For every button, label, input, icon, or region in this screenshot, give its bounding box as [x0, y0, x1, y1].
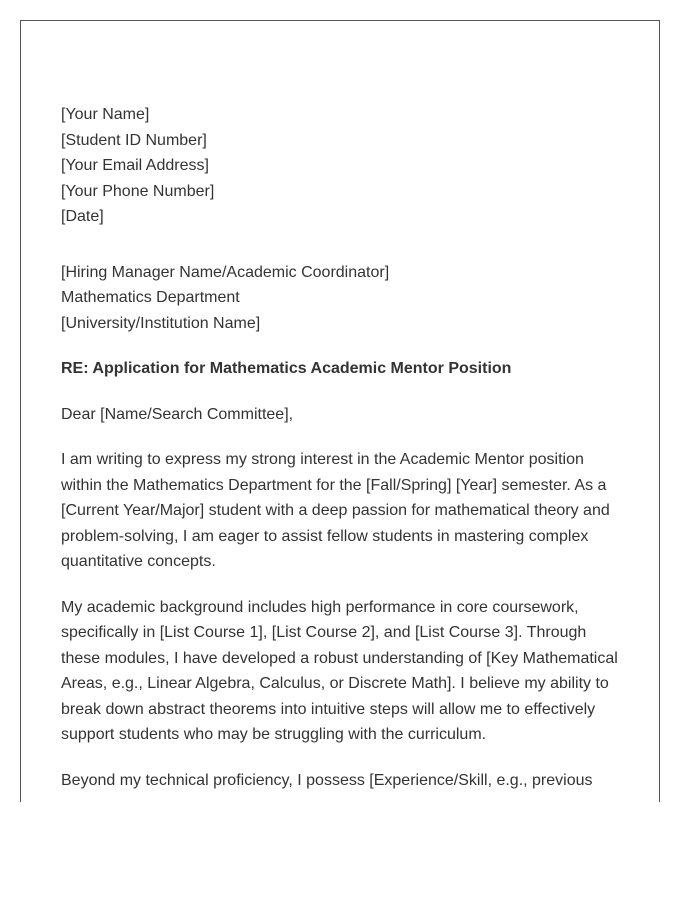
salutation: Dear [Name/Search Committee],: [61, 405, 294, 423]
letter-content: [61, 102, 626, 802]
recipient-name: [Hiring Manager Name/Academic Coordinator]: [61, 263, 390, 281]
body-paragraph-1: I am writing to express my strong interest in the Academic Mentor position within the Mathematics Department for the [Fall/Spring] [Year] semester. As a [Current Year/Major] student with a deep passion for mathematical theory and problem-solving, I am eager to assist fellow students in mastering complex quantitative concepts.: [61, 451, 610, 570]
letter-date: [Date]: [61, 208, 104, 225]
sender-email: [Your Email Address]: [61, 157, 209, 174]
letter-page: [20, 20, 660, 802]
sender-name: [Your Name]: [61, 106, 150, 123]
sender-block: [61, 102, 626, 230]
sender-student-id: [Student ID Number]: [61, 131, 207, 149]
body-paragraph-3: Beyond my technical proficiency, I possess [Experience/Skill, e.g., previous: [61, 771, 593, 789]
body-paragraph-2: My academic background includes high performance in core coursework, specifically in [List Course 1], [List Course 2], and [List Course 3]. Through these modules, I have developed a robust understanding of [Key Mathematical Areas, e.g., Linear Algebra, Calculus, or Discrete Math]. I believe my ability to break down abstract theorems into intuitive steps will allow me to effectively support students who may be struggling with the curriculum.: [61, 598, 618, 743]
sender-phone: [Your Phone Number]: [61, 182, 215, 200]
recipient-institution: [University/Institution Name]: [61, 314, 261, 332]
recipient-block: [61, 260, 626, 337]
recipient-department: Mathematics Department: [61, 289, 240, 306]
subject-line: RE: Application for Mathematics Academic Mentor Position: [61, 360, 512, 377]
